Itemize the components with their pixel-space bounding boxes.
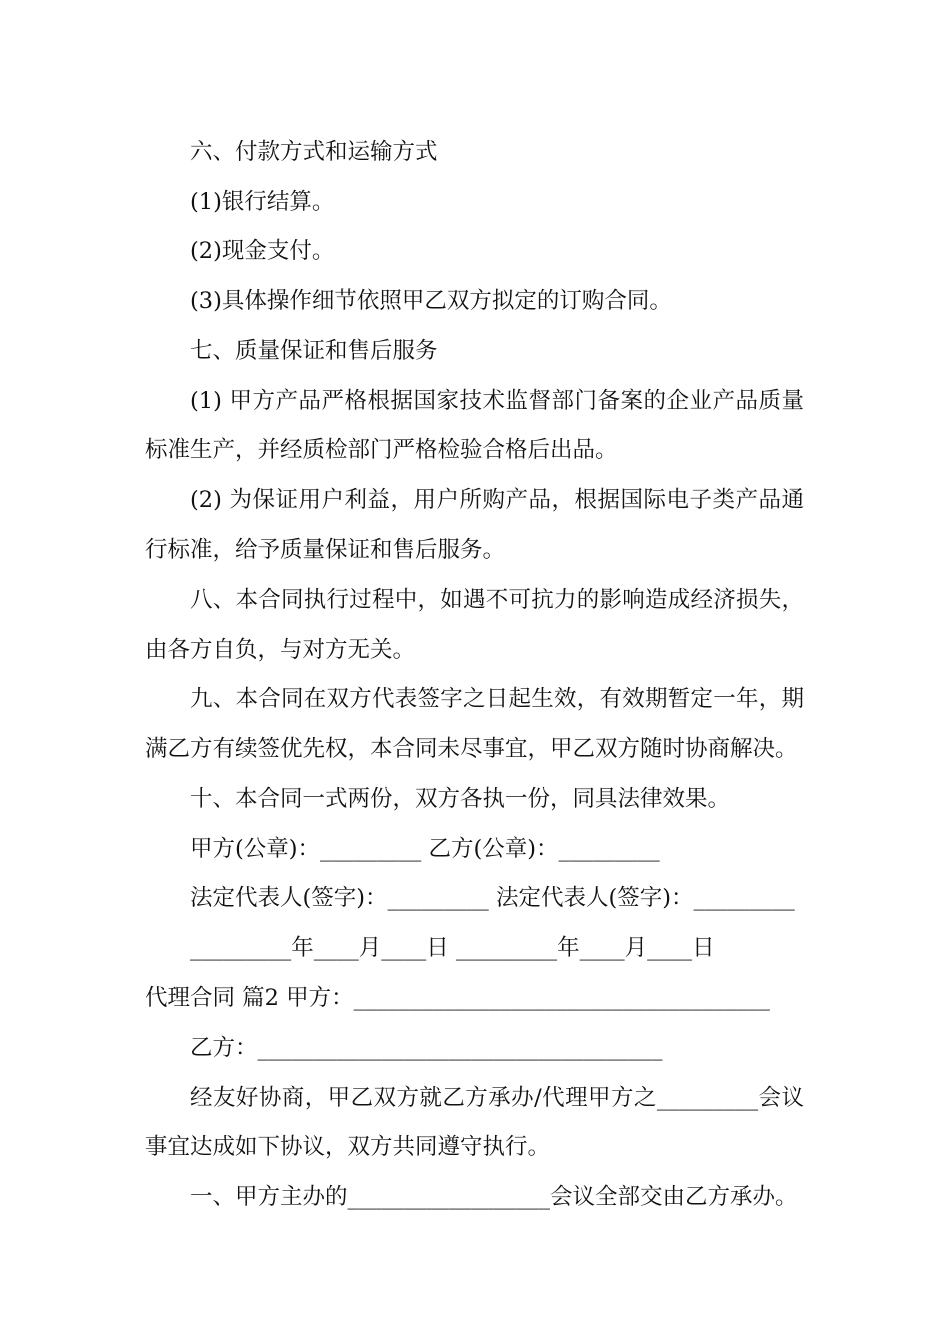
- signature-seal-line: 甲方(公章)：_________ 乙方(公章)：_________: [190, 836, 660, 862]
- paragraph-line: (1)银行结算。: [190, 189, 335, 215]
- paragraph-line: 事宜达成如下协议，双方共同遵守执行。: [145, 1134, 551, 1160]
- section-heading-7: 七、质量保证和售后服务: [190, 338, 438, 364]
- party-b-line: 乙方：____________________________________: [190, 1035, 663, 1061]
- paragraph-line: 经友好协商，甲乙双方就乙方承办/代理甲方之_________会议: [190, 1085, 804, 1111]
- paragraph-line: (3)具体操作细节依照甲乙双方拟定的订购合同。: [190, 288, 672, 314]
- signature-date-line: _________年____月____日 _________年____月____日: [190, 935, 715, 961]
- section-heading-10: 十、本合同一式两份，双方各执一份，同具法律效果。: [190, 786, 731, 812]
- paragraph-line: 满乙方有续签优先权，本合同未尽事宜，甲乙双方随时协商解决。: [145, 736, 798, 762]
- paragraph-line: 行标准，给予质量保证和售后服务。: [145, 537, 506, 563]
- signature-representative-line: 法定代表人(签字)：_________ 法定代表人(签字)：_________: [190, 885, 795, 911]
- section-heading-9: 九、本合同在双方代表签字之日起生效，有效期暂定一年，期: [190, 686, 804, 712]
- paragraph-line: (1) 甲方产品严格根据国家技术监督部门备案的企业产品质量: [190, 388, 804, 414]
- paragraph-line: 由各方自负，与对方无关。: [145, 637, 416, 663]
- contract-title-party-a: 代理合同 篇2 甲方：_____________________________________: [145, 985, 770, 1011]
- section-heading-8: 八、本合同执行过程中，如遇不可抗力的影响造成经济损失，: [190, 587, 804, 613]
- paragraph-line: (2) 为保证用户利益，用户所购产品，根据国际电子类产品通: [190, 487, 804, 513]
- section-heading-6: 六、付款方式和运输方式: [190, 139, 438, 165]
- section-heading-1: 一、甲方主办的__________________会议全部交由乙方承办。: [190, 1184, 798, 1210]
- paragraph-line: (2)现金支付。: [190, 238, 335, 264]
- paragraph-line: 标准生产，并经质检部门严格检验合格后出品。: [145, 437, 618, 463]
